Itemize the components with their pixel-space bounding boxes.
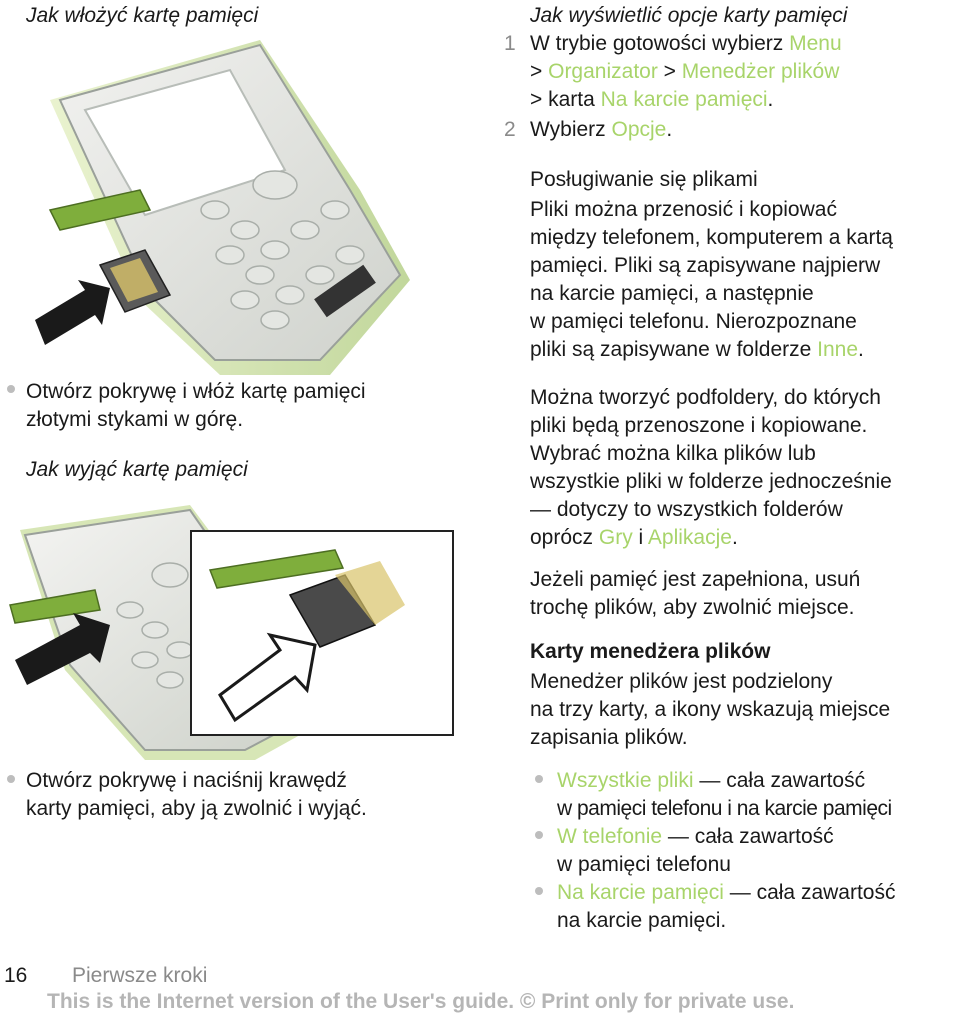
all-files-term: Wszystkie pliki [557, 769, 694, 792]
files-p1-line-3: pamięci. Pliki są zapisywane najpierw [530, 254, 881, 277]
files-p2-line-6: oprócz Gry i Aplikacje. [530, 526, 738, 549]
other-folder-link: Inne [817, 338, 859, 361]
tabs-p-line-1: Menedżer plików jest podzielony [530, 670, 833, 693]
tab-item-in-phone-desc: w pamięci telefonu [557, 853, 731, 876]
tab-item-all-files: Wszystkie pliki — cała zawartość [557, 769, 866, 792]
remove-card-illustration [5, 495, 460, 760]
insert-card-illustration [30, 40, 450, 375]
internet-version-notice: This is the Internet version of the User's guide. © Print only for private use. [47, 990, 795, 1013]
step-2-number: 2 [504, 118, 516, 141]
games-folder-link: Gry [598, 526, 633, 549]
files-heading: Posługiwanie się plikami [530, 168, 758, 191]
tab-item-on-card-desc: na karcie pamięci. [557, 909, 727, 932]
step-1-line-3: > karta Na karcie pamięci. [530, 88, 774, 111]
remove-card-heading: Jak wyjąć kartę pamięci [26, 458, 248, 481]
files-p2-line-2: pliki będą przenoszone i kopiowane. [530, 414, 868, 437]
files-p1-line-6: pliki są zapisywane w folderze Inne. [530, 338, 864, 361]
options-link: Opcje [611, 118, 667, 141]
files-p2-line-3: Wybrać można kilka plików lub [530, 442, 816, 465]
menu-link: Menu [789, 32, 842, 55]
step-1-line-1: W trybie gotowości wybierz Menu [530, 32, 842, 55]
files-p2-line-1: Można tworzyć podfoldery, do których [530, 386, 881, 409]
insert-bullet-dot [7, 385, 15, 393]
files-p2-line-4: wszystkie pliki w folderze jednocześnie [530, 470, 892, 493]
organizer-link: Organizator [548, 60, 658, 83]
step-1-number: 1 [504, 32, 516, 55]
tabs-heading: Karty menedżera plików [530, 640, 771, 663]
tab-bullet-2-dot [535, 831, 543, 839]
step-2-line: Wybierz Opcje. [530, 118, 673, 141]
files-p1-line-1: Pliki można przenosić i kopiować [530, 198, 837, 221]
files-p1-line-4: na karcie pamięci, a następnie [530, 282, 814, 305]
step-1-line-2: > Organizator > Menedżer plików [530, 60, 840, 83]
files-p3-line-2: trochę plików, aby zwolnić miejsce. [530, 596, 855, 619]
files-p2-line-5: — dotyczy to wszystkich folderów [530, 498, 843, 521]
tabs-p-line-3: zapisania plików. [530, 726, 688, 749]
insert-card-heading: Jak włożyć kartę pamięci [26, 4, 259, 27]
tab-bullet-1-dot [535, 775, 543, 783]
insert-bullet-line-1: Otwórz pokrywę i włóż kartę pamięci [26, 380, 366, 403]
remove-bullet-line-2: karty pamięci, aby ją zwolnić i wyjąć. [26, 797, 367, 820]
on-card-term: Na karcie pamięci [557, 881, 724, 904]
page-number: 16 [4, 964, 28, 987]
insert-bullet-line-2: złotymi stykami w górę. [26, 408, 244, 431]
remove-bullet-line-1: Otwórz pokrywę i naciśnij krawędź [26, 769, 347, 792]
tab-item-in-phone: W telefonie — cała zawartość [557, 825, 834, 848]
in-phone-term: W telefonie [557, 825, 663, 848]
tabs-p-line-2: na trzy karty, a ikony wskazują miejsce [530, 698, 891, 721]
file-manager-link: Menedżer plików [681, 60, 840, 83]
apps-folder-link: Aplikacje [647, 526, 732, 549]
section-name: Pierwsze kroki [72, 964, 208, 987]
files-p1-line-5: w pamięci telefonu. Nierozpoznane [530, 310, 857, 333]
tab-item-on-card: Na karcie pamięci — cała zawartość [557, 881, 896, 904]
options-heading: Jak wyświetlić opcje karty pamięci [530, 4, 848, 27]
files-p3-line-1: Jeżeli pamięć jest zapełniona, usuń [530, 568, 861, 591]
on-card-link: Na karcie pamięci [600, 88, 768, 111]
tab-item-all-files-desc: w pamięci telefonu i na karcie pamięci [557, 797, 892, 820]
tab-bullet-3-dot [535, 887, 543, 895]
remove-bullet-dot [7, 775, 15, 783]
files-p1-line-2: między telefonem, komputerem a kartą [530, 226, 893, 249]
